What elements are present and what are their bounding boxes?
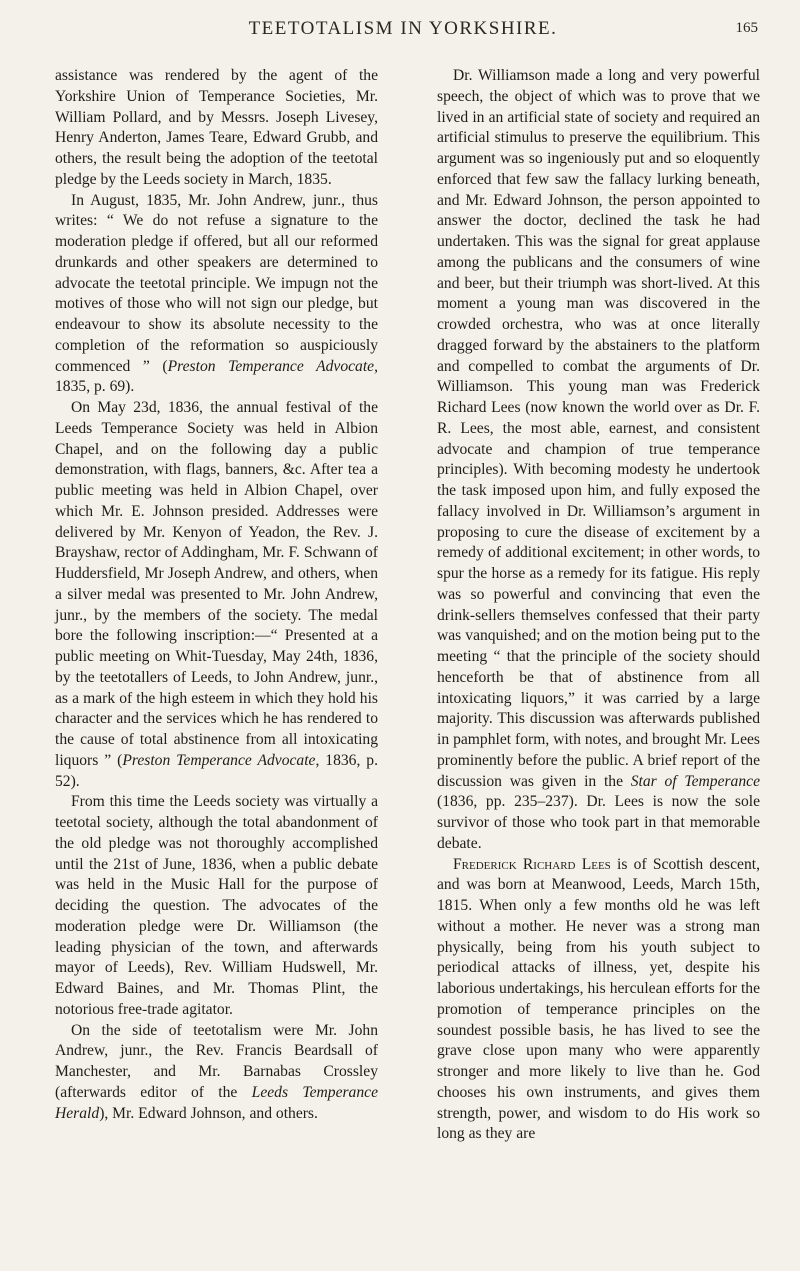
text-run: On the side of teetotalism were Mr. John Andrew, junr., the Rev. Francis Beardsall of Manchester, and Mr. Barnabas Crossley (afterwards editor of the: [55, 1021, 378, 1101]
citation: (Preston Temperance Advocate, 1835, p. 69).: [55, 357, 378, 396]
running-head: [48, 18, 758, 48]
paragraph: [55, 1021, 378, 1125]
paragraph: [55, 398, 378, 792]
left-column: [55, 66, 378, 1124]
running-title: TEETOTALISM IN YORKSHIRE.: [248, 18, 558, 39]
paragraph: [437, 66, 760, 855]
text-run: Dr. Williamson made a long and very powerful speech, the object of which was to prove that we lived in an artificial state of society and required an artificial stimulus to preserve the equilibrium. This argument was so ingeniously put and so eloquently enforced that few saw the fallacy lurking beneath, and Mr. Edward Johnson, the person appointed to answer the doctor, declined the task he had undertaken. This was the signal for great applause among the publicans and the consumers of wine and beer, but their triumph was short-lived. At this moment a young man was discovered in the crowded orchestra, who was at once literally dragged forward by the abstainers to the platform and compelled to combat the arguments of Dr. Williamson. This young man was Frederick Richard Lees (now known the world over as Dr. F. R. Lees, the most able, earnest, and consistent advocate and champion of true temperance principles). With becoming modesty he undertook the task imposed upon him, and fully exposed the fallacy involved in Dr. Williamson’s argument in proposing to cure the disease of excitement by a remedy of additional excitement; in other words, to spur the horse as a remedy for its fatigue. His reply was so powerful and convincing that even the drink-sellers themselves confessed that their party was vanquished; and on the motion being put to the meeting “ that the principle of the society should henceforth be that of abstinence from all intoxicating liquors,” it was carried by a large majority. This discussion was afterwards published in pamphlet form, with notes, and brought Mr. Lees prominently before the public. A brief report of the discussion was given in the: [437, 67, 760, 790]
paragraph: [55, 191, 378, 399]
paragraph: From this time the Leeds society was virtually a teetotal society, although the total abandonment of the old pledge was not thoroughly accomplished until the 21st of June, 1836, when a public debate was held in the Music Hall for the purpose of deciding the question. The advocates of the moderation pledge were Dr. Williamson (the leading physician of the town, and afterwards mayor of Leeds), Rev. William Hudswell, Mr. Edward Baines, and Mr. Thomas Plint, the notorious free-trade agitator.: [55, 793, 378, 1018]
text-run: (1836, pp. 235–237). Dr. Lees is now the sole survivor of those who took part in that memorable debate.: [437, 793, 760, 852]
publication-title: Leeds Temperance Herald: [55, 1083, 378, 1122]
publication-title: Preston Temperance Advocate: [122, 751, 316, 769]
text-run: ), Mr. Edward Johnson, and others.: [99, 1104, 318, 1122]
page-number: 165: [735, 20, 758, 36]
quote-text: On May 23d, 1836, the annual festival of the Leeds Temperance Society was held in Albion Chapel, and on the following day a public demonstration, with flags, banners, &c. After tea a public meeting was held in Albion Chapel, over which Mr. E. Johnson presided. Addresses were delivered by Mr. Kenyon of Yeadon, the Rev. J. Brayshaw, rector of Addingham, Mr. F. Schwann of Huddersfield, Mr Joseph Andrew, and others, when a silver medal was presented to Mr. John Andrew, junr., by the members of the society. The medal bore the following inscription:—“ Presented at a public meeting on Whit-Tuesday, May 24th, 1836, by the teetotallers of Leeds, to John Andrew, junr., as a mark of the high esteem in which they hold his character and the services which he has rendered to the cause of total abstinence from all intoxicating liquors ”: [55, 399, 378, 769]
name-smallcaps: Frederick Richard Lees: [453, 855, 611, 873]
publication-title: Star of Temperance: [630, 772, 760, 790]
publication-title: Preston Temperance Advocate: [167, 357, 375, 375]
text-run: is of Scottish descent, and was born at Meanwood, Leeds, March 15th, 1815. When only a few months old he was left without a mother. He never was a strong man physically, being from his youth subject to periodical attacks of illness, yet, despite his laborious undertakings, his herculean efforts for the promotion of temperance principles on the soundest possible basis, he has lived to see the grave close upon many who were apparently stronger and more likely to live than he. God chooses his own instruments, and gives them strength, power, and wisdom to do His work so long as they are: [437, 855, 760, 1143]
paragraph: assistance was rendered by the agent of the Yorkshire Union of Temperance Societies, Mr. William Pollard, and by Messrs. Joseph Livesey, Henry Anderton, James Teare, Edward Grubb, and others, the result being the adoption of the teetotal pledge by the Leeds society in March, 1835.: [55, 67, 378, 188]
quote-text: In August, 1835, Mr. John Andrew, junr., thus writes: “ We do not refuse a signature to the moderation pledge if offered, but all our reformed drunkards and other speakers are determined to advocate the teetotal principle. We impugn not the motives of those who will not sign our pledge, but endeavour to show its absolute necessity to the completion of the reformation so auspiciously commenced ”: [55, 191, 378, 375]
paragraph: [437, 855, 760, 1146]
right-column: [437, 66, 760, 1145]
citation: (Preston Temperance Advocate, 1836, p. 52).: [55, 751, 378, 790]
